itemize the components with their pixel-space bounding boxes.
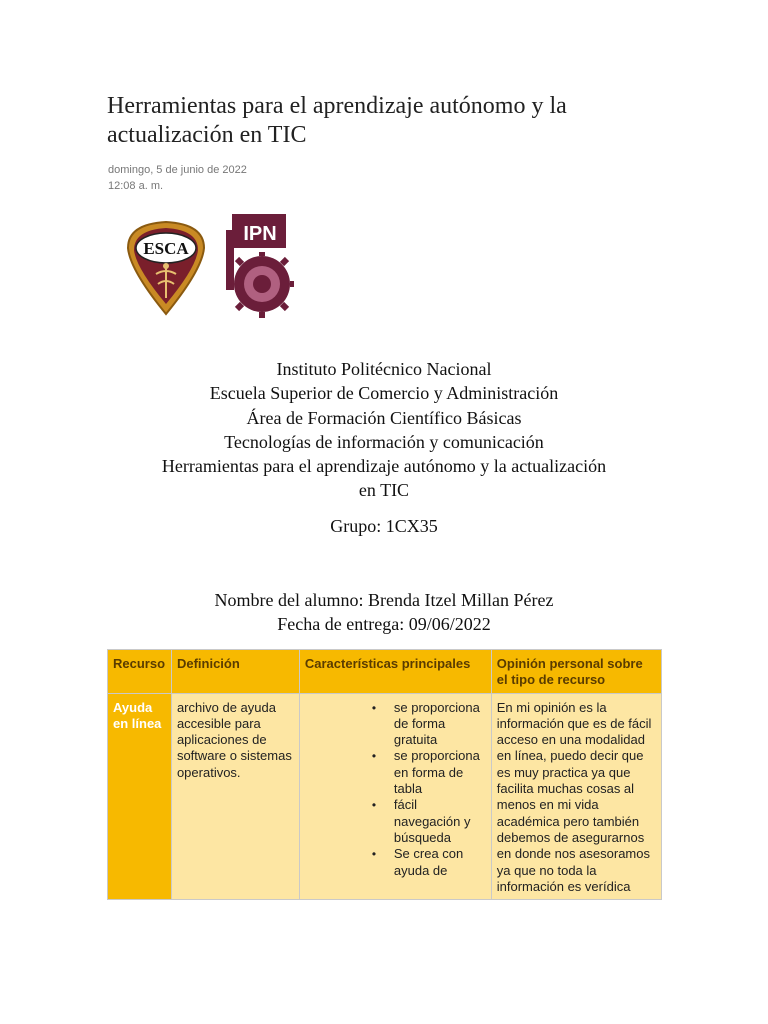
cell-opinion: En mi opinión es la información que es de fácil acceso en una modalidad en línea, puedo decir que es muy practica ya que facilita muchas cosas al menos en mi vida académica pero también debemos de asegurarnos en donde nos asesoramos ya que no toda la información es verídica [491, 693, 661, 900]
institution-header [100, 357, 668, 503]
list-item: • fácil navegación y búsqueda [394, 797, 486, 846]
esca-logo [124, 218, 208, 318]
esca-logo-text: ESCA [143, 239, 189, 258]
table-header-row [108, 650, 662, 694]
post-time: 12:08 a. m. [108, 180, 164, 192]
cell-definition: archivo de ayuda accesible para aplicaciones de software o sistemas operativos. [171, 693, 299, 900]
post-title: Herramientas para el aprendizaje autónomo y la actualización en TIC [107, 93, 567, 148]
ipn-logo [222, 210, 296, 320]
header-line-topic-cont: en TIC [358, 480, 410, 501]
delivery-date: Fecha de entrega: 09/06/2022 [277, 614, 491, 635]
header-opinion: Opinión personal sobre el tipo de recurso [491, 650, 661, 694]
features-list [305, 700, 486, 879]
list-item: • se proporciona en forma de tabla [394, 748, 486, 797]
cell-resource: Ayuda en línea [108, 693, 172, 900]
student-info [100, 588, 668, 637]
header-resource: Recurso [108, 650, 172, 694]
list-item: • se proporciona de forma gratuita [394, 700, 486, 749]
post-meta [108, 162, 247, 194]
student-name: Nombre del alumno: Brenda Itzel Millan Pérez [214, 590, 554, 610]
header-line-area: Área de Formación Científico Básicas [246, 407, 522, 428]
header-definition: Definición [171, 650, 299, 694]
group-label: Grupo: 1CX35 [330, 516, 438, 536]
table-row [108, 693, 662, 900]
resources-table [107, 649, 662, 900]
post-date: domingo, 5 de junio de 2022 [108, 164, 247, 176]
header-line-school: Escuela Superior de Comercio y Administración [209, 383, 559, 404]
header-features: Características principales [299, 650, 491, 694]
header-line-topic: Herramientas para el aprendizaje autónomo y la actualización [161, 456, 607, 477]
ipn-logo-text: IPN [243, 223, 277, 245]
list-item: • Se crea con ayuda de [394, 846, 486, 879]
header-line-subject: Tecnologías de información y comunicación [224, 431, 544, 452]
cell-features [299, 693, 491, 900]
header-line-institute: Instituto Politécnico Nacional [276, 359, 492, 379]
